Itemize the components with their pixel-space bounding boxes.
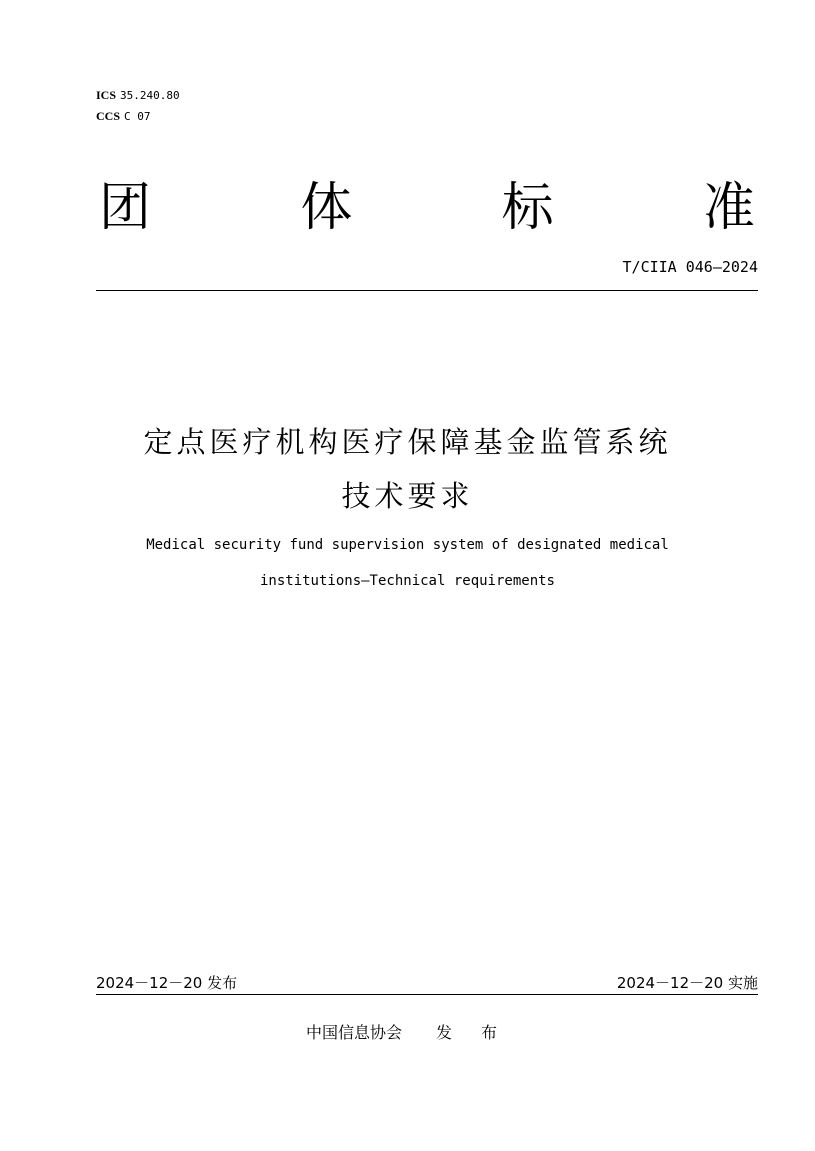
footer-divider xyxy=(96,994,758,995)
ccs-code xyxy=(96,109,151,124)
ccs-label: CCS xyxy=(96,109,121,123)
standard-type-char: 准 xyxy=(702,178,755,238)
ics-code xyxy=(96,88,180,103)
publisher-org: 中国信息协会 xyxy=(305,1023,402,1042)
ccs-value: C 07 xyxy=(124,110,151,123)
publisher-line xyxy=(0,1020,815,1043)
publish-date: 2024－12－20 发布 xyxy=(96,974,238,992)
standard-type-heading xyxy=(96,176,758,240)
standard-type-char: 体 xyxy=(300,178,353,238)
title-en-line-2: institutions—Technical requirements xyxy=(259,573,555,589)
header-divider xyxy=(96,290,758,291)
standard-number: T/CIIA 046—2024 xyxy=(622,258,758,276)
ics-value: 35.240.80 xyxy=(120,89,180,102)
ics-label: ICS xyxy=(96,88,117,102)
title-zh-line-1: 定点医疗机构医疗保障基金监管系统 xyxy=(143,425,672,459)
standard-type-char: 标 xyxy=(501,178,554,238)
standard-type-char: 团 xyxy=(98,178,151,238)
publisher-action: 发 布 xyxy=(435,1023,510,1042)
title-zh-line-2: 技术要求 xyxy=(341,479,474,513)
implement-date: 2024－12－20 实施 xyxy=(616,974,758,992)
title-en-line-1: Medical security fund supervision system of designated medical xyxy=(146,537,669,553)
